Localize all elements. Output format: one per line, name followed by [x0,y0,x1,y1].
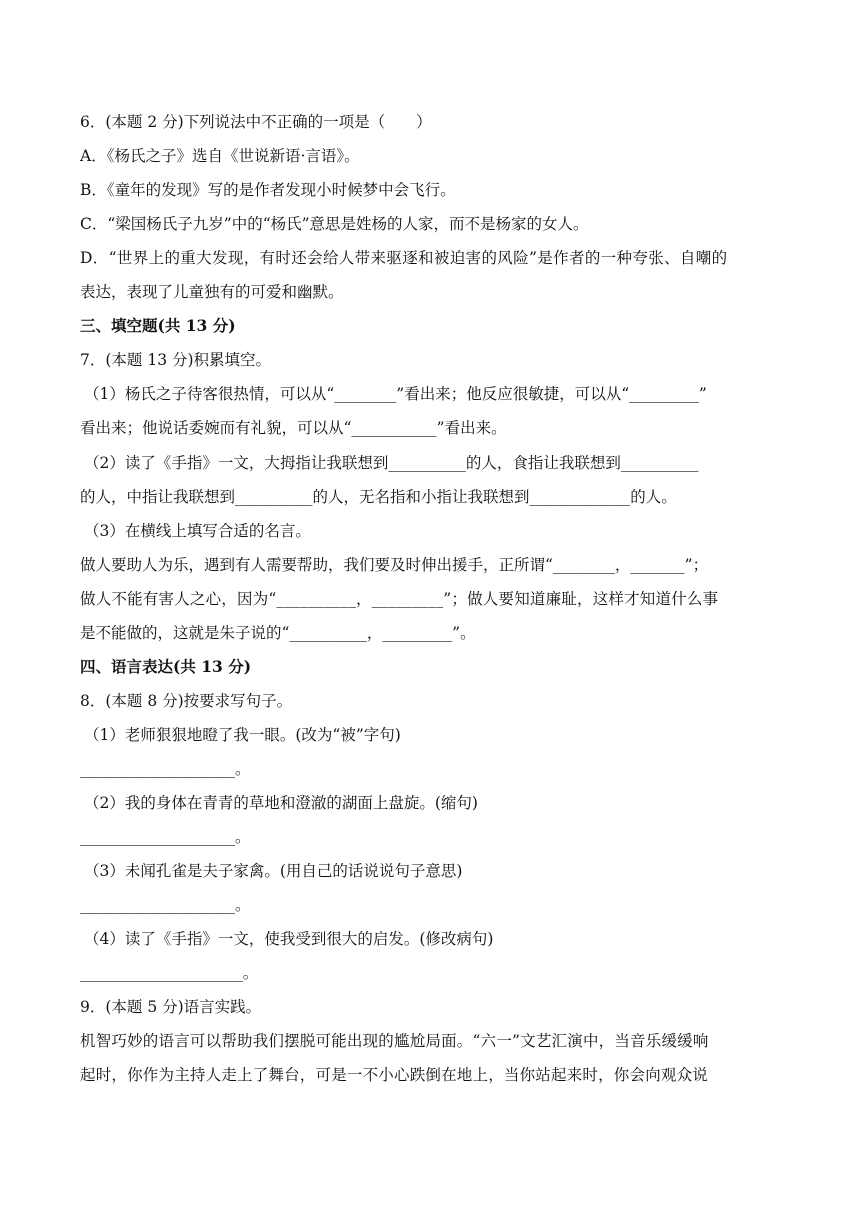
question-8-item-1: （1）老师狠狠地瞪了我一眼。(改为“被”字句) [84,726,401,744]
question-8-answer-1: ____________________。 [80,760,251,778]
question-7-item-2-line2: 的人，中指让我联想到__________的人，无名指和小指让我联想到_____________的人。 [80,488,677,506]
question-6-option-b: B．《童年的发现》写的是作者发现小时候梦中会飞行。 [80,181,456,199]
question-8-answer-4: _____________________。 [80,964,259,982]
question-9-stem: 9．(本题 5 分)语言实践。 [80,998,262,1016]
question-7-item-3-text-line2: 做人不能有害人之心，因为“__________，_________”；做人要知道廉耻，这样才知道什么事 [80,590,719,608]
question-7-item-1-line2: 看出来；他说话委婉而有礼貌，可以从“___________”看出来。 [80,419,507,437]
question-7-item-2-line1: （2）读了《手指》一文，大拇指让我联想到__________的人，食指让我联想到__________ [84,454,699,472]
question-7-item-3: （3）在横线上填写合适的名言。 [84,522,311,540]
question-7-item-1-line1: （1）杨氏之子待客很热情，可以从“________”看出来；他反应很敏捷，可以从“_________” [84,385,707,403]
section-4-heading: 四、语言表达(共 13 分) [80,657,252,676]
question-9-text-line1: 机智巧妙的语言可以帮助我们摆脱可能出现的尴尬局面。“六一”文艺汇演中，当音乐缓缓响 [80,1032,709,1050]
question-9-text-line2: 起时，你作为主持人走上了舞台，可是一不小心跌倒在地上，当你站起来时，你会向观众说 [80,1066,709,1084]
question-6-option-a: A．《杨氏之子》选自《世说新语·言语》。 [80,147,360,165]
question-6-option-d-line2: 表达，表现了儿童独有的可爱和幽默。 [80,283,344,301]
question-7-stem: 7．(本题 13 分)积累填空。 [80,351,272,369]
question-8-item-2: （2）我的身体在青青的草地和澄澈的湖面上盘旋。(缩句) [84,794,478,812]
question-8-answer-3: ____________________。 [80,896,251,914]
question-6-stem: 6．(本题 2 分)下列说法中不正确的一项是（ ） [80,113,432,131]
question-8-item-3: （3）未闻孔雀是夫子家禽。(用自己的话说说句子意思) [84,862,463,880]
question-7-item-3-text-line1: 做人要助人为乐，遇到有人需要帮助，我们要及时伸出援手，正所谓“________，_______”； [80,556,709,574]
question-8-answer-2: ____________________。 [80,828,251,846]
question-7-item-3-text-line3: 是不能做的，这就是朱子说的“__________，_________”。 [80,624,476,642]
question-8-item-4: （4）读了《手指》一文，使我受到很大的启发。(修改病句) [84,930,494,948]
question-8-stem: 8．(本题 8 分)按要求写句子。 [80,692,293,710]
section-3-heading: 三、填空题(共 13 分) [80,316,236,335]
question-6-option-c: C．“梁国杨氏子九岁”中的“杨氏”意思是姓杨的人家，而不是杨家的女人。 [80,215,589,233]
question-6-option-d-line1: D．“世界上的重大发现，有时还会给人带来驱逐和被迫害的风险”是作者的一种夸张、自嘲的 [80,249,728,267]
